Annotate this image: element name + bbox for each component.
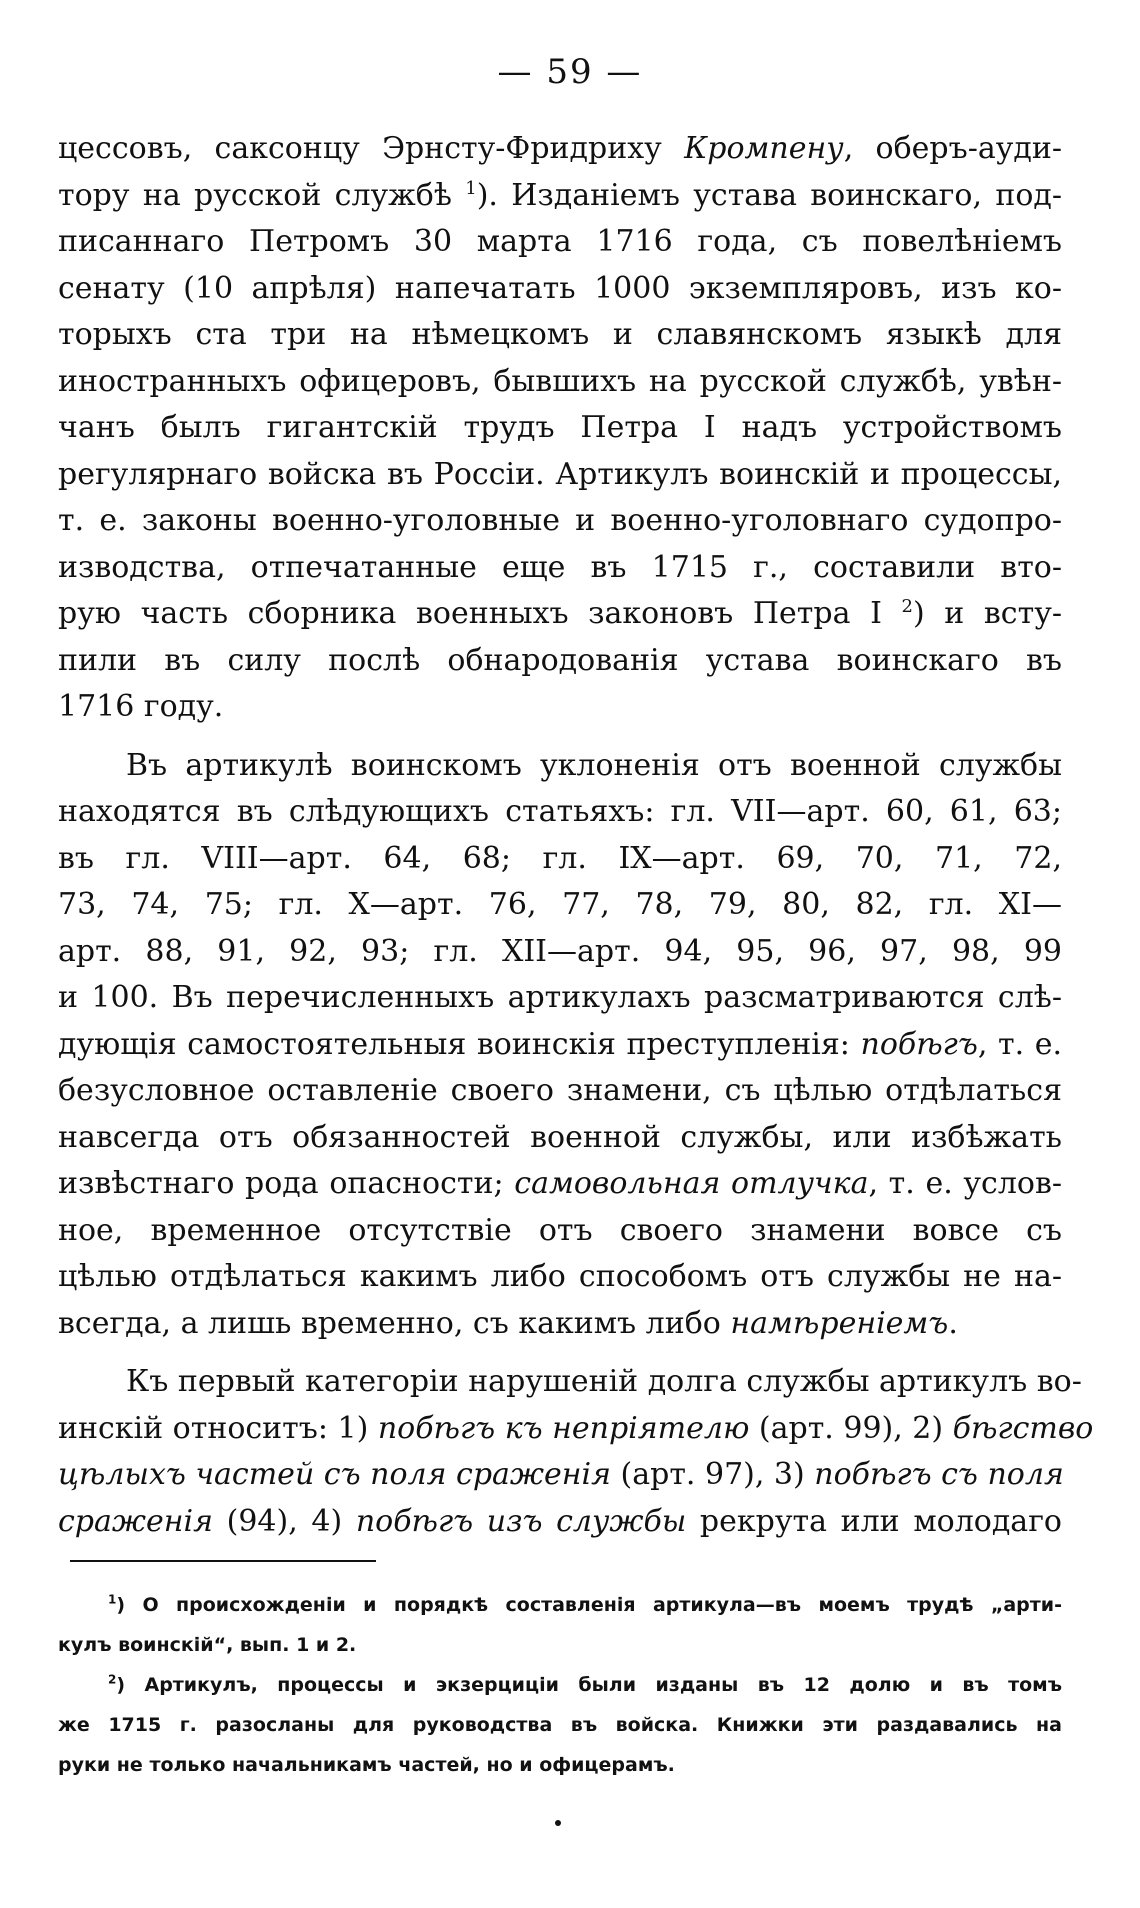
text-line: цѣлыхъ частей съ поля сраженія (арт. 97), 3) побѣгъ съ поля <box>58 1457 1064 1492</box>
text-line: инскій относитъ: 1) побѣгъ къ непріятелю (арт. 99), 2) бѣгство <box>58 1410 1094 1446</box>
footnote-1 <box>58 1585 1062 1665</box>
print-dot <box>555 1820 561 1826</box>
footnote-marker: 1 <box>108 1592 117 1607</box>
text-line: сраженія (94), 4) побѣгъ изъ службы рекрута или молодаго <box>58 1503 1062 1539</box>
footnote-ref-1: 1 <box>465 177 477 199</box>
text-line: находятся въ слѣдующихъ статьяхъ: гл. VII—арт. 60, 61, 63; <box>58 794 1062 829</box>
text-line: арт. 88, 91, 92, 93; гл. XII—арт. 94, 95, 96, 97, 98, 99 <box>58 933 1062 969</box>
text-line: чанъ былъ гигантскій трудъ Петра I надъ устройствомъ <box>58 410 1062 445</box>
term-italic: самовольная отлучка <box>514 1166 869 1201</box>
text-line-last: всегда, а лишь временно, съ какимъ либо намѣреніемъ. <box>58 1305 958 1341</box>
footnotes <box>58 1585 1062 1785</box>
text-line: цѣлью отдѣлаться какимъ либо способомъ отъ службы не на- <box>58 1259 1062 1294</box>
text-line: ное, временное отсутствіе отъ своего знамени вовсе съ <box>58 1212 1062 1248</box>
text-line: тору на русской службѣ $^1$). Изданіемъ устава воинскаго, под- <box>58 177 1062 213</box>
footnote-ref-2: 2 <box>901 596 913 617</box>
term-italic: побѣгъ къ непріятелю <box>377 1410 750 1446</box>
footnote-line: же 1715 г. разосланы для руководства въ войска. Книжки эти раздавались на <box>58 1714 1062 1736</box>
text-line: безусловное оставленіе своего знамени, съ цѣлью отдѣлаться <box>58 1073 1062 1108</box>
text-line: регулярнаго войска въ Россіи. Артикулъ воинскій и процессы, <box>58 456 1062 492</box>
footnote-line: $^2$) Артикулъ, процессы и экзерциціи были изданы въ 12 долю и въ томъ <box>108 1672 1062 1696</box>
text-line: иностранныхъ офицеровъ, бывшихъ на русской службѣ, увѣн- <box>58 363 1062 399</box>
text-line: Къ первый категоріи нарушеній долга службы артикулъ во- <box>126 1364 1082 1399</box>
text-line: Въ артикулѣ воинскомъ уклоненія отъ военной службы <box>126 747 1062 783</box>
text-line: рую часть сборника военныхъ законовъ Петра I $^2$) и всту- <box>58 596 1062 631</box>
footnote-line: руки не только начальникамъ частей, но и офицерамъ. <box>58 1754 675 1776</box>
term-italic: цѣлыхъ частей съ поля сраженія <box>58 1457 611 1492</box>
paragraph-3 <box>58 1359 1094 1545</box>
person-name-italic: Кромпену <box>684 131 844 166</box>
text-line: въ гл. VIII—арт. 64, 68; гл. IX—арт. 69, 70, 71, 72, <box>58 840 1062 876</box>
text-line: т. е. законы военно-уголовные и военно-уголовнаго судопро- <box>58 503 1062 538</box>
text-line: изводства, отпечатанные еще въ 1715 г., составили вто- <box>58 549 1062 585</box>
footnote-separator <box>70 1560 376 1562</box>
footnote-line: кулъ воинскій“, вып. 1 и 2. <box>58 1634 357 1656</box>
term-italic: побѣгъ изъ службы <box>355 1503 687 1539</box>
text-line: сенату (10 апрѣля) напечатать 1000 экземпляровъ, изъ ко- <box>58 270 1062 306</box>
text-line: торыхъ ста три на нѣмецкомъ и славянскомъ языкѣ для <box>58 317 1062 352</box>
text-line: 73, 74, 75; гл. X—арт. 76, 77, 78, 79, 80, 82, гл. XI— <box>58 887 1062 922</box>
text-line: цессовъ, саксонцу Эрнсту-Фридриху Кромпену, оберъ-ауди- <box>58 131 1062 166</box>
text-line: писаннаго Петромъ 30 марта 1716 года, съ повелѣніемъ <box>58 224 1062 259</box>
text-line-last: 1716 году. <box>58 689 224 724</box>
text-line: дующія самостоятельныя воинскія преступленія: побѣгъ, т. е. <box>58 1026 1062 1062</box>
term-italic: бѣгство <box>952 1410 1094 1446</box>
term-italic: побѣгъ съ поля <box>814 1457 1064 1492</box>
page-number: — 59 — <box>497 52 643 92</box>
term-italic: побѣгъ <box>860 1026 978 1062</box>
text-line: и 100. Въ перечисленныхъ артикулахъ разсматриваются слѣ- <box>58 980 1062 1015</box>
paragraph-2 <box>58 743 1062 1348</box>
text-line: извѣстнаго рода опасности; самовольная отлучка, т. е. услов- <box>58 1166 1062 1201</box>
main-text <box>58 126 1094 1545</box>
text-line: навсегда отъ обязанностей военной службы, или избѣжать <box>58 1119 1062 1155</box>
term-italic: намѣреніемъ <box>730 1305 949 1341</box>
footnote-marker: 2 <box>108 1672 117 1687</box>
footnote-2 <box>58 1665 1062 1785</box>
text-line: пили въ силу послѣ обнародованія устава воинскаго въ <box>58 642 1062 678</box>
footnote-line: $^1$) О происхожденіи и порядкѣ составленія артикула—въ моемъ трудѣ „арти- <box>108 1592 1062 1616</box>
paragraph-1 <box>58 126 1062 731</box>
term-italic: сраженія <box>58 1503 213 1539</box>
